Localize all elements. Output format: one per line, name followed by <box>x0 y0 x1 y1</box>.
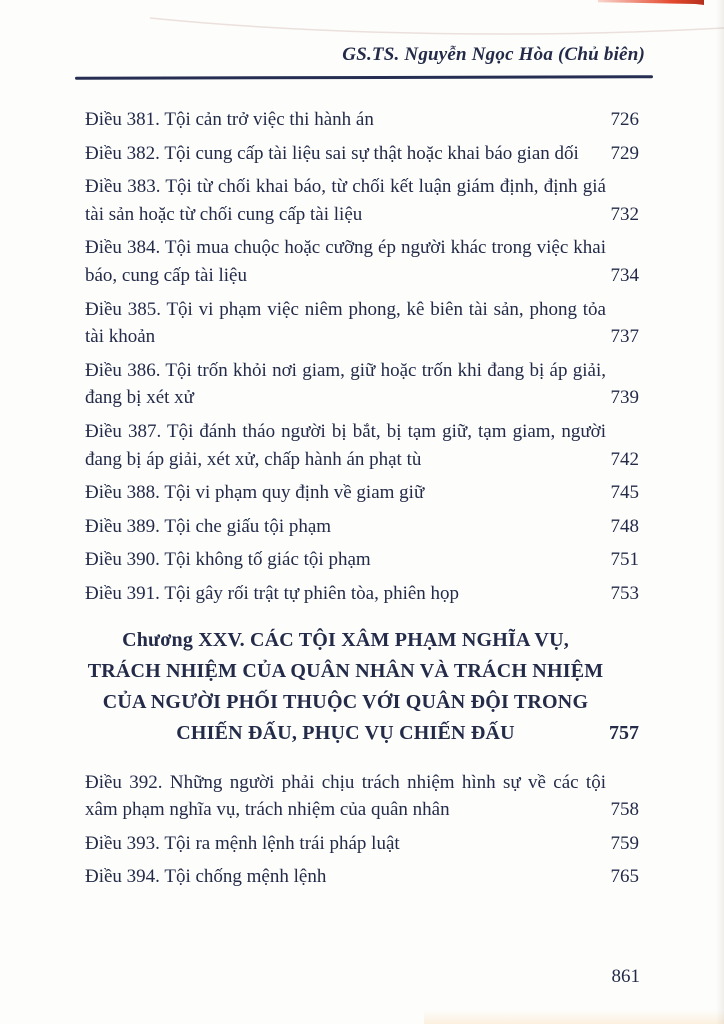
toc-entry-page-number: 748 <box>610 515 639 537</box>
toc-entry-title: Điều 389. Tội che giấu tội phạm <box>85 515 332 537</box>
toc-entry <box>85 106 639 134</box>
toc-entry <box>85 140 639 168</box>
toc-entry-page-number: 737 <box>610 326 639 348</box>
toc-entry-page-number: 765 <box>610 866 639 888</box>
toc-entry-page-number: 729 <box>610 142 639 164</box>
toc-entry-title: Điều 382. Tội cung cấp tài liệu sai sự thật hoặc khai báo gian dối <box>85 142 579 164</box>
toc-entry-title: Điều 388. Tội vi phạm quy định về giam giữ <box>85 482 425 504</box>
toc-entry <box>85 580 639 608</box>
toc-entry-title: Điều 387. Tội đánh tháo người bị bắt, bị tạm giữ, tạm giam, người đang bị áp giải, xét xử, chấp hành án phạt tù <box>85 420 606 470</box>
toc-entry-title: Điều 384. Tội mua chuộc hoặc cưỡng ép người khác trong việc khai báo, cung cấp tài liệu <box>85 237 606 286</box>
toc-entry-page-number: 742 <box>610 448 639 470</box>
chapter-title-line: CHIẾN ĐẤU, PHỤC VỤ CHIẾN ĐẤU <box>176 721 515 744</box>
toc-entry-page-number: 745 <box>610 482 639 504</box>
toc-entry <box>85 546 639 574</box>
toc-entry-title: Điều 383. Tội từ chối khai báo, từ chối kết luận giám định, định giá tài sản hoặc từ chối cung cấp tài liệu <box>85 176 606 225</box>
toc-entry-page-number: 726 <box>610 109 639 130</box>
toc-entry-title: Điều 392. Những người phải chịu trách nhiệm hình sự về các tội xâm phạm nghĩa vụ, trách nhiệm của quân nhân <box>85 771 606 821</box>
folio-page-number: 861 <box>611 966 640 987</box>
chapter-title-line: TRÁCH NHIỆM CỦA QUÂN NHÂN VÀ TRÁCH NHIỆM <box>87 659 604 682</box>
chapter-page-number: 757 <box>609 721 639 744</box>
toc-entry-title: Điều 391. Tội gây rối trật tự phiên tòa, phiên họp <box>85 582 460 604</box>
toc-entry <box>85 830 639 858</box>
toc-entry <box>85 863 639 891</box>
toc-entry <box>85 296 639 351</box>
toc-entry-title: Điều 386. Tội trốn khỏi nơi giam, giữ hoặc trốn khi đang bị áp giải, đang bị xét xử <box>85 359 606 409</box>
chapter-title-line: CỦA NGƯỜI PHỐI THUỘC VỚI QUÂN ĐỘI TRONG <box>102 690 589 713</box>
toc-entry-title: Điều 394. Tội chống mệnh lệnh <box>85 866 327 888</box>
toc-entry-title: Điều 393. Tội ra mệnh lệnh trái pháp luật <box>85 832 400 854</box>
toc-entry-page-number: 739 <box>610 387 639 409</box>
toc-entry <box>85 173 639 228</box>
toc-entry-page-number: 758 <box>610 799 639 821</box>
header-rule <box>75 75 653 79</box>
toc-entry <box>85 234 639 289</box>
chapter-title-line: Chương XXV. CÁC TỘI XÂM PHẠM NGHĨA VỤ, <box>122 628 569 651</box>
toc-chapter-heading <box>85 625 639 749</box>
toc-entry-title: Điều 385. Tội vi phạm việc niêm phong, kê biên tài sản, phong tỏa tài khoản <box>85 298 606 348</box>
scan-bottom-tint <box>424 1010 724 1024</box>
toc-entry <box>85 479 639 507</box>
toc-entry-page-number: 751 <box>610 549 639 571</box>
toc-entry-page-number: 759 <box>610 832 639 854</box>
toc-entry-title: Điều 381. Tội cản trở việc thi hành án <box>85 109 374 130</box>
book-cover-edge <box>598 0 704 5</box>
toc-entry-page-number: 753 <box>610 582 639 604</box>
toc-entry-title: Điều 390. Tội không tố giác tội phạm <box>85 549 371 571</box>
toc-entry-page-number: 732 <box>610 203 639 225</box>
toc-entry <box>85 513 639 541</box>
table-of-contents <box>85 106 639 897</box>
toc-entry <box>85 418 639 473</box>
toc-section-articles-392-394 <box>85 769 639 891</box>
toc-entry-page-number: 734 <box>610 264 639 286</box>
toc-section-articles-381-391 <box>85 106 639 608</box>
chapter-title <box>85 625 606 749</box>
toc-entry <box>85 357 639 412</box>
toc-entry <box>85 769 639 824</box>
running-header-author: GS.TS. Nguyễn Ngọc Hòa (Chủ biên) <box>342 44 645 65</box>
